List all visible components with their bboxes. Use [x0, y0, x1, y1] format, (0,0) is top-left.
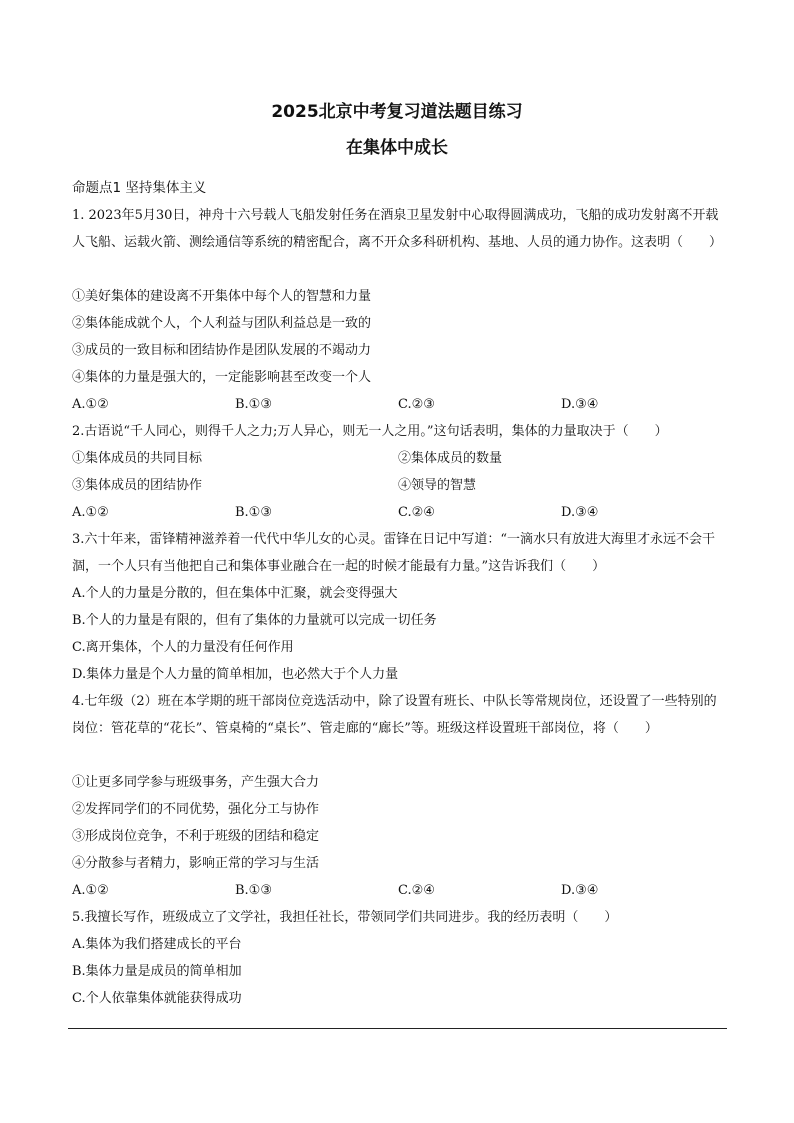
- question-3-stem: 3.六十年来，雷锋精神滋养着一代代中华儿女的心灵。雷锋在日记中写道：“一滴水只有放进大海里才永远不会干涸，一个人只有当他把自己和集体事业融合在一起的时候才能最有力量。”这告诉我们（ ）: [72, 532, 716, 574]
- question-4-options: [72, 877, 724, 904]
- option-c: C.②③: [398, 397, 435, 412]
- option-a: A.集体为我们搭建成长的平台: [72, 937, 242, 952]
- option-d: D.③④: [561, 883, 599, 898]
- option-d: D.集体力量是个人力量的简单相加，也必然大于个人力量: [72, 667, 399, 682]
- document-subtitle: 在集体中成长: [346, 138, 448, 158]
- option-b: B.①③: [235, 505, 272, 520]
- question-2-stem: 2.古语说“千人同心，则得千人之力;万人异心，则无一人之用。”这句话表明，集体的力量取决于（ ）: [72, 424, 668, 439]
- question-2-item: ③集体成员的团结协作: [72, 478, 203, 493]
- question-4-item: ④分散参与者精力，影响正常的学习与生活: [72, 856, 320, 871]
- questions-content: [72, 175, 724, 1012]
- question-1-item: ②集体能成就个人，个人利益与团队利益总是一致的: [72, 316, 372, 331]
- option-b: B.①③: [235, 883, 272, 898]
- question-4-item: ③形成岗位竞争，不利于班级的团结和稳定: [72, 829, 320, 844]
- option-c: C.②④: [398, 505, 435, 520]
- question-2-item: ④领导的智慧: [398, 478, 477, 493]
- question-1-item: ③成员的一致目标和团结协作是团队发展的不竭动力: [72, 343, 372, 358]
- option-b: B.①③: [235, 397, 272, 412]
- question-2-options: [72, 499, 724, 526]
- option-a: A.①②: [72, 505, 109, 520]
- question-4-item: ①让更多同学参与班级事务，产生强大合力: [72, 775, 320, 790]
- question-2-item: ②集体成员的数量: [398, 451, 503, 466]
- question-1-options: [72, 391, 724, 418]
- option-a: A.个人的力量是分散的，但在集体中汇聚，就会变得强大: [72, 586, 398, 601]
- question-5-stem: 5.我擅长写作，班级成立了文学社，我担任社长，带领同学们共同进步。我的经历表明（ ）: [72, 910, 618, 925]
- question-2-item: ①集体成员的共同目标: [72, 451, 203, 466]
- option-b: B.个人的力量是有限的，但有了集体的力量就可以完成一切任务: [72, 613, 437, 628]
- question-1-item: ①美好集体的建设离不开集体中每个人的智慧和力量: [72, 289, 372, 304]
- question-2-items-row: [72, 445, 724, 472]
- section-heading: 命题点1 坚持集体主义: [72, 180, 207, 196]
- footer-rule: [68, 1028, 727, 1029]
- option-b: B.集体力量是成员的简单相加: [72, 964, 242, 979]
- option-c: C.个人依靠集体就能获得成功: [72, 991, 242, 1006]
- option-a: A.①②: [72, 883, 109, 898]
- question-1-stem: 1. 2023年5月30日，神舟十六号载人飞船发射任务在酒泉卫星发射中心取得圆满成功，飞船的成功发射离不开载人飞船、运载火箭、测绘通信等系统的精密配合，离不开众多科研机构、基地、人员的通力协作。这表明（ ）: [72, 208, 723, 250]
- option-d: D.③④: [561, 397, 599, 412]
- option-c: C.②④: [398, 883, 435, 898]
- question-4-stem: 4.七年级（2）班在本学期的班干部岗位竞选活动中，除了设置有班长、中队长等常规岗位，还设置了一些特别的岗位：管花草的“花长”、管桌椅的“桌长”、管走廊的“廊长”等。班级这样设置班干部岗位，将（ ）: [72, 694, 717, 736]
- document-title: 2025北京中考复习道法题目练习: [271, 102, 523, 122]
- question-2-items-row: [72, 472, 724, 499]
- option-d: D.③④: [561, 505, 599, 520]
- question-1-item: ④集体的力量是强大的，一定能影响甚至改变一个人: [72, 370, 372, 385]
- question-4-item: ②发挥同学们的不同优势，强化分工与协作: [72, 802, 320, 817]
- option-c: C.离开集体，个人的力量没有任何作用: [72, 640, 294, 655]
- option-a: A.①②: [72, 397, 109, 412]
